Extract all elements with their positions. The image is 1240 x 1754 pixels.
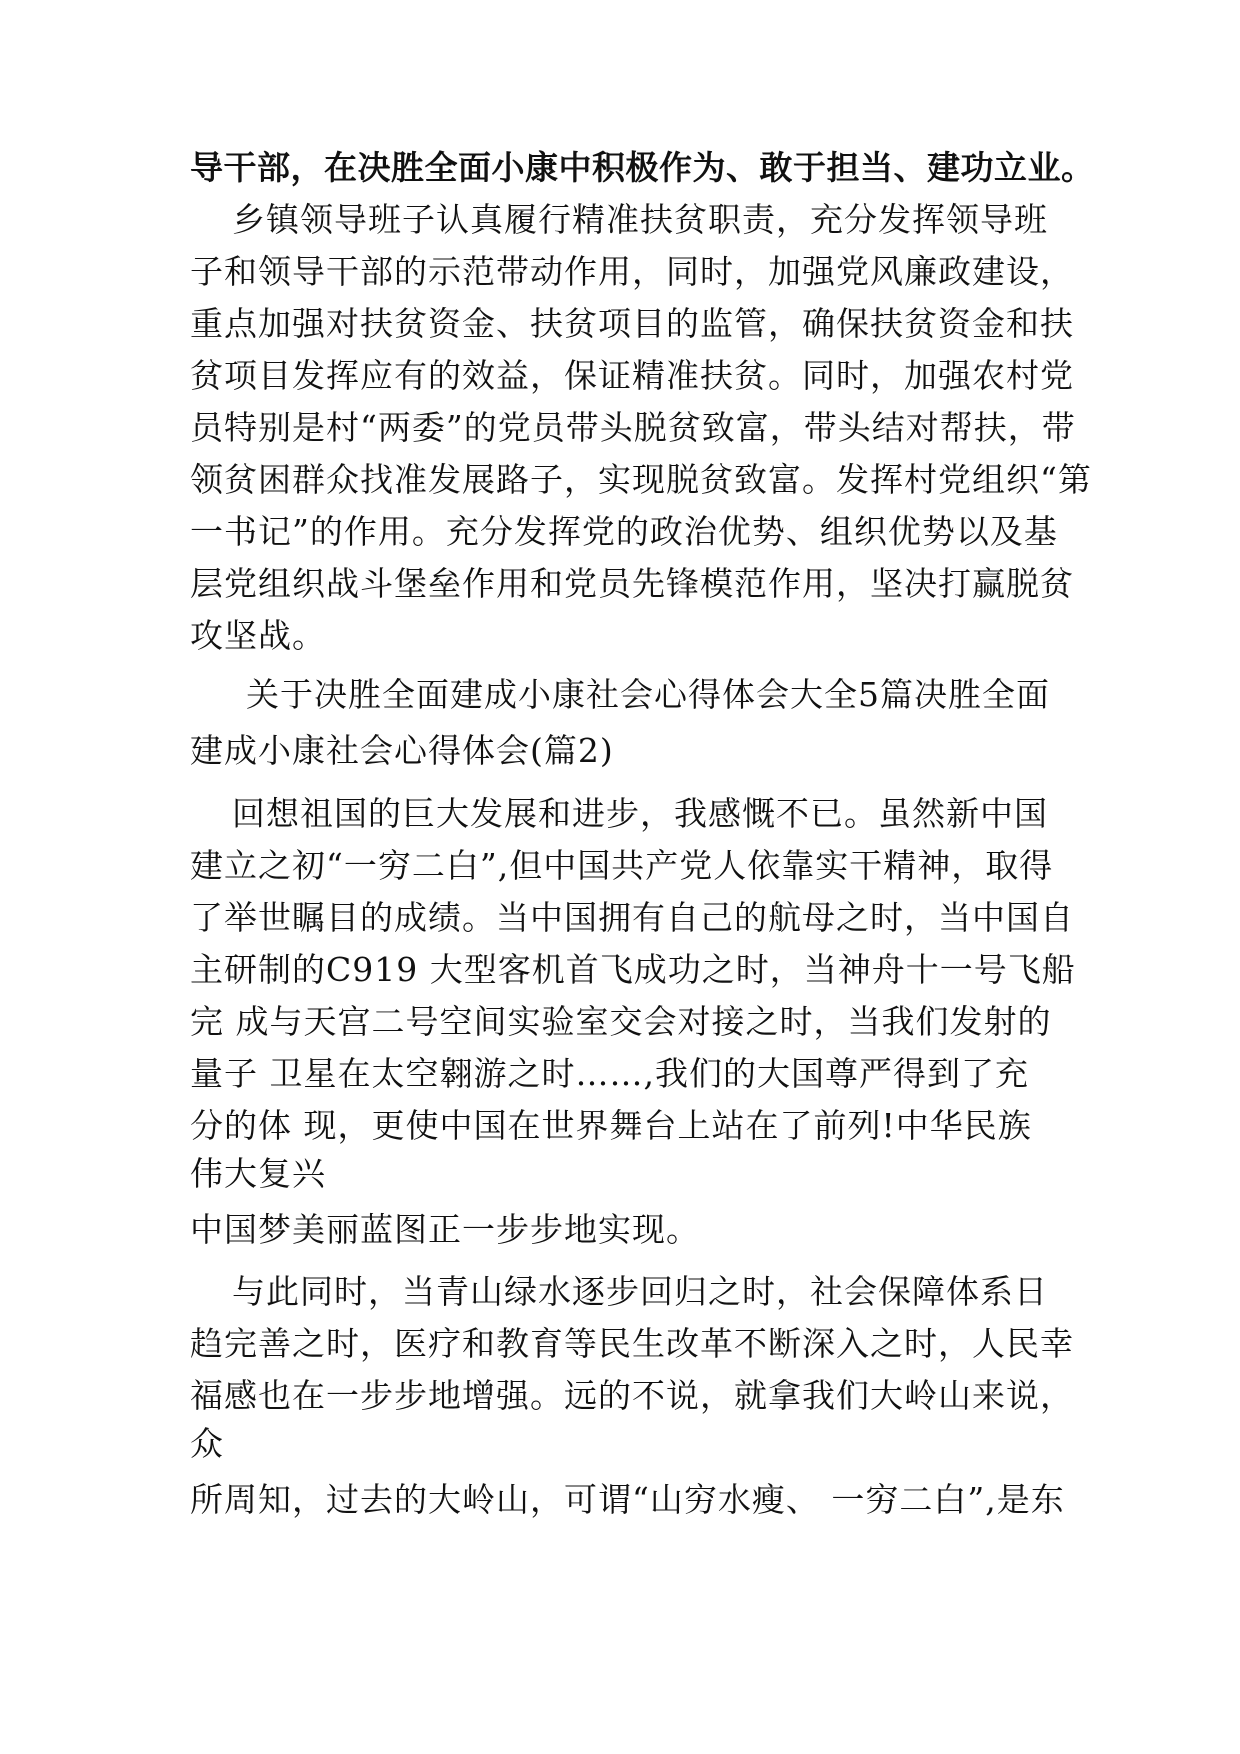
paragraph-line: 所周知，过去的大岭山，可谓“山穷水瘦、 一穷二白”,是东 [190, 1480, 1065, 1519]
paragraph-line: 层党组织战斗堡垒作用和党员先锋模范作用，坚决打赢脱贫 [190, 564, 1074, 603]
paragraph-line: 中国梦美丽蓝图正一步步地实现。 [190, 1210, 700, 1249]
paragraph-line: 回想祖国的巨大发展和进步，我感慨不已。虽然新中国 [232, 794, 1048, 833]
paragraph-line: 乡镇领导班子认真履行精准扶贫职责，充分发挥领导班 [232, 200, 1048, 239]
paragraph-line: 建立之初“一穷二白”,但中国共产党人依靠实干精神，取得 [190, 846, 1054, 885]
paragraph-line: 一书记”的作用。充分发挥党的政治优势、组织优势以及基 [190, 512, 1058, 551]
paragraph-line: 趋完善之时，医疗和教育等民生改革不断深入之时，人民幸 [190, 1324, 1074, 1363]
paragraph-line: 贫项目发挥应有的效益，保证精准扶贫。同时，加强农村党 [190, 356, 1074, 395]
paragraph-line: 导干部，在决胜全面小康中积极作为、敢于担当、建功立业。 [190, 148, 1095, 187]
paragraph-line: 子和领导干部的示范带动作用，同时，加强党风廉政建设， [190, 252, 1074, 291]
paragraph-line: 分的体 现，更使中国在世界舞台上站在了前列!中华民族 [190, 1106, 1032, 1145]
paragraph-line: 攻坚战。 [190, 616, 326, 655]
paragraph-line: 众 [190, 1424, 224, 1463]
section-heading: 关于决胜全面建成小康社会心得体会大全5篇决胜全面 [246, 675, 1050, 714]
paragraph-line: 量子 卫星在太空翱游之时……,我们的大国尊严得到了充 [190, 1054, 1029, 1093]
paragraph-line: 与此同时，当青山绿水逐步回归之时，社会保障体系日 [232, 1272, 1048, 1311]
paragraph-line: 员特别是村“两委”的党员带头脱贫致富，带头结对帮扶，带 [190, 408, 1076, 447]
paragraph-line: 福感也在一步步地增强。远的不说，就拿我们大岭山来说， [190, 1376, 1074, 1415]
paragraph-line: 了举世瞩目的成绩。当中国拥有自己的航母之时，当中国自 [190, 898, 1074, 937]
section-heading: 建成小康社会心得体会(篇2) [190, 731, 614, 770]
paragraph-line: 主研制的C919 大型客机首飞成功之时，当神舟十一号飞船 [190, 950, 1076, 989]
paragraph-line: 伟大复兴 [190, 1154, 326, 1193]
paragraph-line: 领贫困群众找准发展路子，实现脱贫致富。发挥村党组织“第 [190, 460, 1092, 499]
paragraph-line: 重点加强对扶贫资金、扶贫项目的监管，确保扶贫资金和扶 [190, 304, 1074, 343]
paragraph-line: 完 成与天宫二号空间实验室交会对接之时，当我们发射的 [190, 1002, 1052, 1041]
